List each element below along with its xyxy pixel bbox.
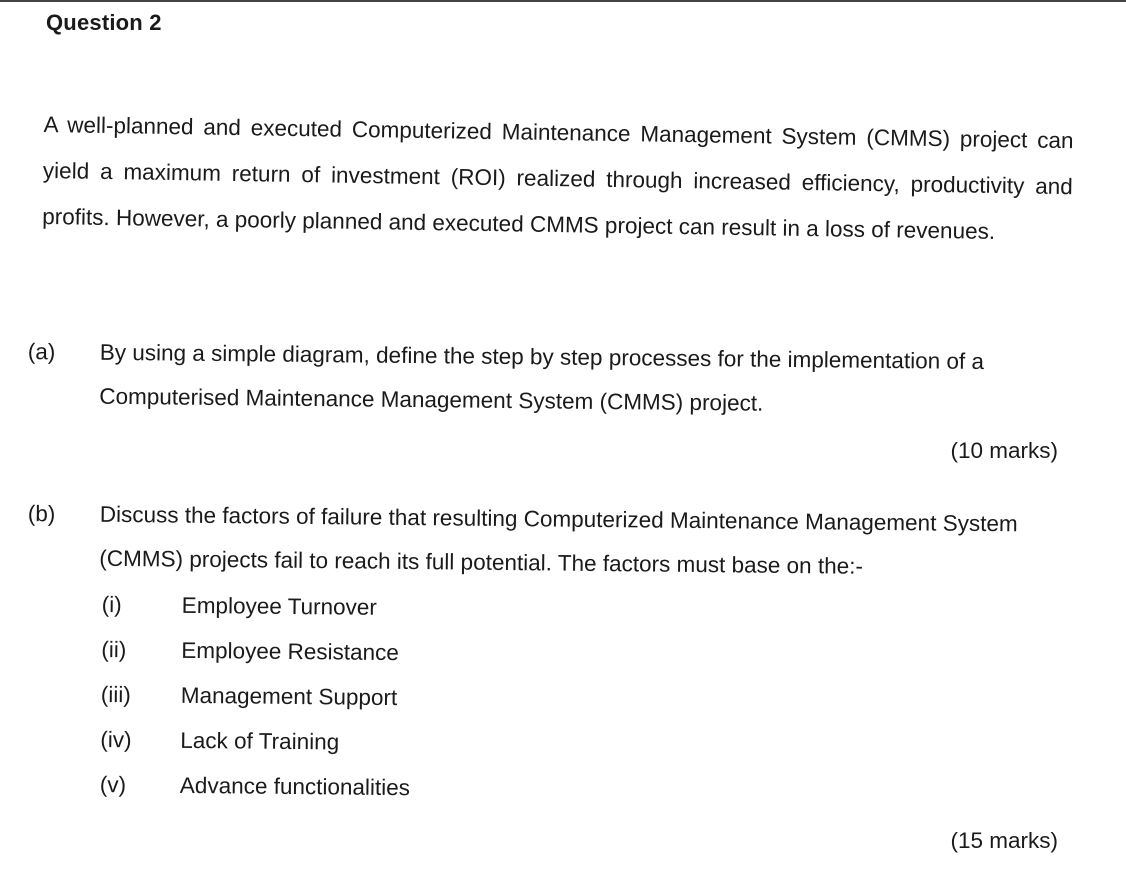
factor-text: Employee Turnover (181, 592, 377, 620)
question-intro: A well-planned and executed Computerized Maintenance Management System (CMMS) project can yield a maximum return of investment (ROI) realized through increased efficiency, productivity and profits. However, a poorly planned and executed CMMS project can result in a loss of revenues. (42, 111, 1074, 244)
factor-list (100, 582, 702, 813)
part-a-label: (a) (27, 338, 56, 365)
list-item (101, 672, 701, 723)
part-a (27, 330, 1058, 416)
part-b-marks: (15 marks) (950, 828, 1058, 853)
factor-number: (i) (101, 591, 122, 618)
top-border (0, 0, 1126, 2)
part-b-text: Discuss the factors of failure that resulting Computerized Maintenance Management System (CMMS) projects fail to reach its full potential. The factors must base on the:- (99, 501, 1018, 579)
factor-text: Lack of Training (180, 727, 340, 755)
list-item (100, 717, 700, 768)
factor-number: (v) (99, 771, 127, 798)
factor-number: (iii) (100, 681, 131, 708)
list-item (100, 762, 700, 813)
factor-text: Management Support (180, 682, 398, 711)
factor-number: (ii) (101, 636, 127, 663)
part-a-text: By using a simple diagram, define the step by step processes for the implementation of a Computerised Maintenance Management System (CMMS) project. (99, 339, 985, 416)
factor-number: (iv) (100, 726, 132, 753)
list-item (101, 627, 701, 678)
factor-text: Advance functionalities (179, 772, 411, 801)
part-b (27, 492, 1058, 579)
list-item (102, 582, 702, 633)
question-title: Question 2 (46, 10, 162, 35)
part-b-label: (b) (27, 500, 56, 527)
factor-text: Employee Resistance (181, 637, 400, 666)
part-a-marks: (10 marks) (950, 438, 1058, 463)
